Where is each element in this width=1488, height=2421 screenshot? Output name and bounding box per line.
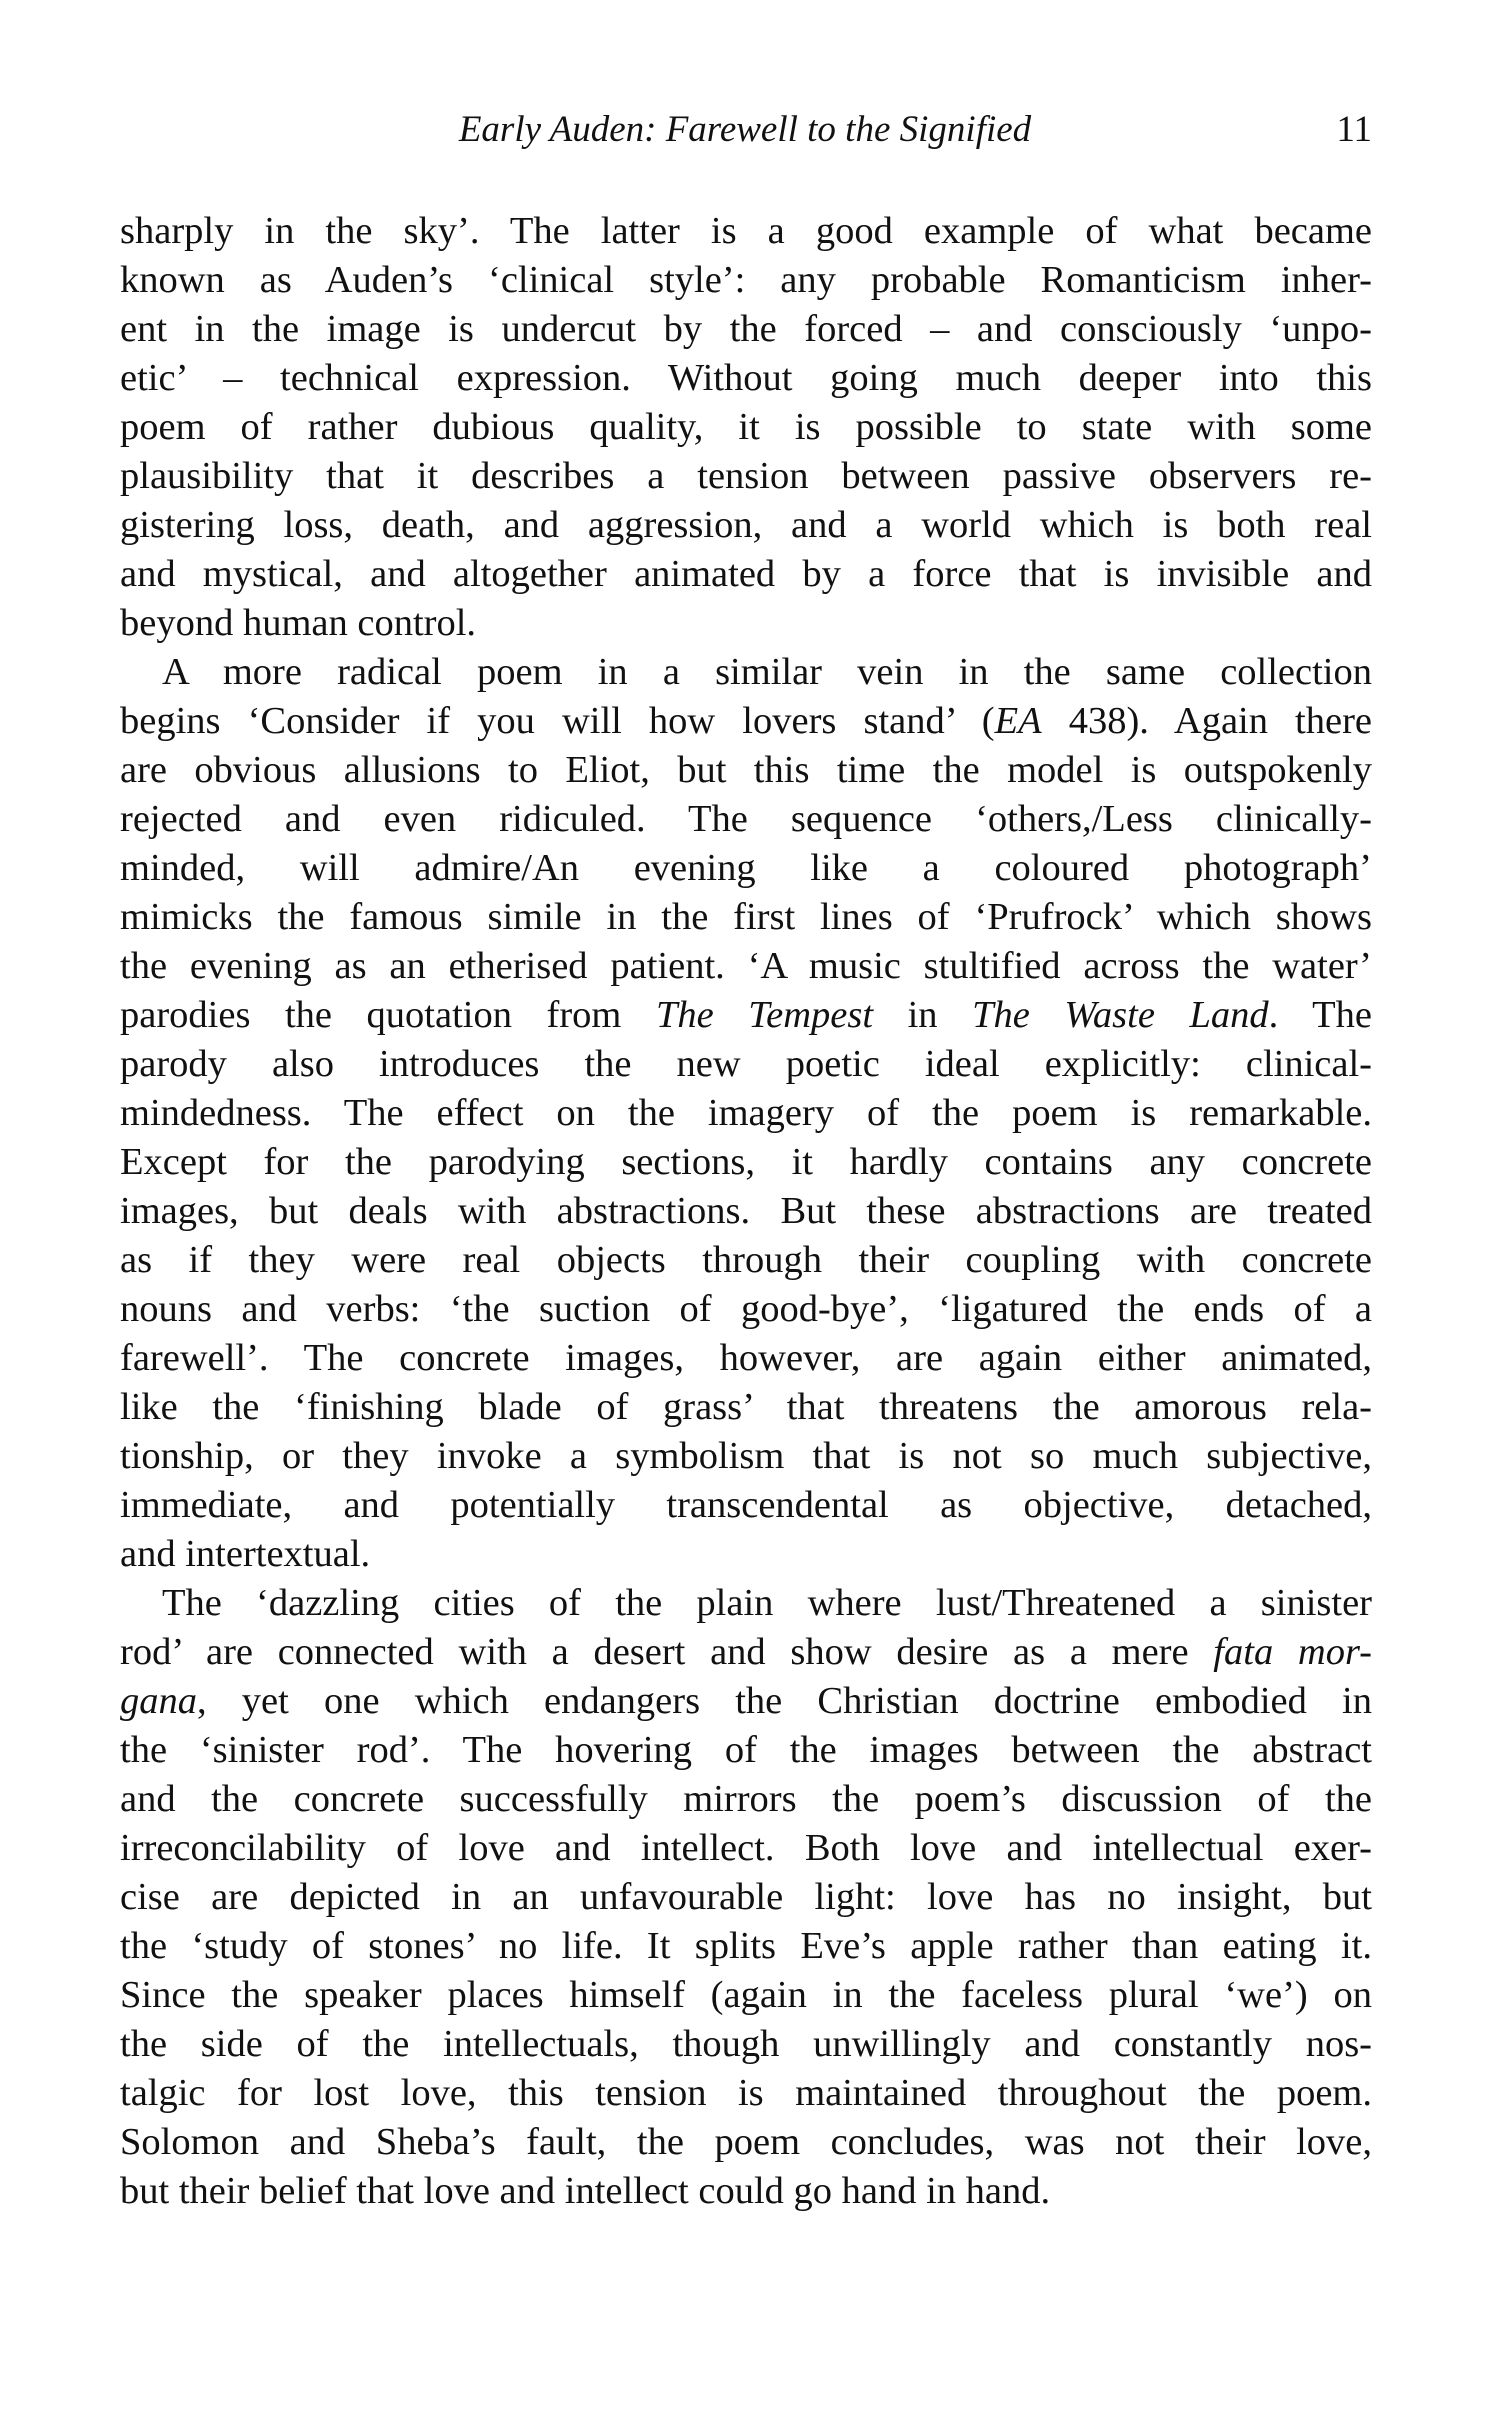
text-segment: Since the speaker places himself (again in the faceless plural ‘we’) on bbox=[120, 1974, 1372, 2016]
text-segment: beyond human control. bbox=[120, 602, 477, 644]
text-line bbox=[120, 697, 1372, 746]
italic-text: gana bbox=[120, 1680, 197, 1722]
italic-text: EA bbox=[994, 700, 1042, 742]
text-line bbox=[120, 452, 1372, 501]
text-segment: mindedness. The effect on the imagery of the poem is remarkable. bbox=[120, 1092, 1372, 1134]
text-line bbox=[120, 942, 1372, 991]
text-line bbox=[120, 305, 1372, 354]
text-line bbox=[120, 795, 1372, 844]
text-line bbox=[120, 550, 1372, 599]
text-segment: as if they were real objects through their coupling with concrete bbox=[120, 1239, 1372, 1281]
text-segment: 438). Again there bbox=[1041, 700, 1372, 742]
text-line bbox=[120, 1040, 1372, 1089]
running-title: Early Auden: Farewell to the Signified bbox=[458, 109, 1032, 150]
text-segment: rod’ are connected with a desert and show desire as a mere bbox=[120, 1631, 1214, 1673]
text-segment: minded, will admire/An evening like a coloured photograph’ bbox=[120, 847, 1372, 889]
paragraph bbox=[120, 648, 1372, 1579]
text-line bbox=[120, 746, 1372, 795]
text-segment: sharply in the sky’. The latter is a good example of what became bbox=[120, 210, 1372, 252]
text-segment: poem of rather dubious quality, it is possible to state with some bbox=[120, 406, 1372, 448]
text-segment: parody also introduces the new poetic ideal explicitly: clinical- bbox=[120, 1043, 1372, 1085]
text-segment: plausibility that it describes a tension between passive observers re- bbox=[120, 455, 1372, 497]
text-segment: irreconcilability of love and intellect. Both love and intellectual exer- bbox=[120, 1827, 1372, 1869]
italic-text: The Waste Land bbox=[972, 994, 1269, 1036]
text-line bbox=[120, 1775, 1372, 1824]
paragraph bbox=[120, 207, 1372, 648]
text-line bbox=[120, 1971, 1372, 2020]
text-segment: etic’ – technical expression. Without going much deeper into this bbox=[120, 357, 1372, 399]
text-line bbox=[120, 2118, 1372, 2167]
text-line bbox=[120, 1383, 1372, 1432]
text-line bbox=[120, 1236, 1372, 1285]
text-line bbox=[120, 1628, 1372, 1677]
text-segment: nouns and verbs: ‘the suction of good-bye’, ‘ligatured the ends of a bbox=[120, 1288, 1372, 1330]
text-line bbox=[120, 1579, 1372, 1628]
text-segment: the ‘sinister rod’. The hovering of the images between the abstract bbox=[120, 1729, 1372, 1771]
text-line bbox=[120, 1726, 1372, 1775]
italic-text: fata mor- bbox=[1213, 1631, 1372, 1673]
text-line bbox=[120, 1873, 1372, 1922]
text-segment: and mystical, and altogether animated by a force that is invisible and bbox=[120, 553, 1372, 595]
text-segment: ent in the image is undercut by the forced – and consciously ‘unpo- bbox=[120, 308, 1372, 350]
text-segment: Except for the parodying sections, it hardly contains any concrete bbox=[120, 1141, 1372, 1183]
text-line bbox=[120, 1089, 1372, 1138]
text-line bbox=[120, 1481, 1372, 1530]
text-segment: mimicks the famous simile in the first lines of ‘Prufrock’ which shows bbox=[120, 896, 1372, 938]
text-segment: the ‘study of stones’ no life. It splits Eve’s apple rather than eating it. bbox=[120, 1925, 1372, 1967]
text-line bbox=[120, 501, 1372, 550]
text-line bbox=[120, 1922, 1372, 1971]
text-segment: in bbox=[873, 994, 973, 1036]
text-line bbox=[120, 844, 1372, 893]
text-line bbox=[120, 2167, 1372, 2216]
text-line bbox=[120, 1138, 1372, 1187]
text-segment: farewell’. The concrete images, however, are again either animated, bbox=[120, 1337, 1372, 1379]
text-line bbox=[120, 1677, 1372, 1726]
text-line bbox=[120, 1824, 1372, 1873]
text-line bbox=[120, 991, 1372, 1040]
text-line bbox=[120, 256, 1372, 305]
text-segment: rejected and even ridiculed. The sequence ‘others,/Less clinically- bbox=[120, 798, 1372, 840]
text-segment: the evening as an etherised patient. ‘A music stultified across the water’ bbox=[120, 945, 1372, 987]
text-segment: like the ‘finishing blade of grass’ that threatens the amorous rela- bbox=[120, 1386, 1372, 1428]
text-line bbox=[120, 1285, 1372, 1334]
body-text bbox=[120, 207, 1372, 2216]
italic-text: The Tempest bbox=[655, 994, 874, 1036]
text-segment: the side of the intellectuals, though unwillingly and constantly nos- bbox=[120, 2023, 1372, 2065]
running-head bbox=[0, 108, 1488, 158]
text-segment: Solomon and Sheba’s fault, the poem concludes, was not their love, bbox=[120, 2121, 1372, 2163]
text-segment: . The bbox=[1268, 994, 1372, 1036]
text-segment: , yet one which endangers the Christian doctrine embodied in bbox=[197, 1680, 1372, 1722]
text-line bbox=[120, 2020, 1372, 2069]
text-segment: The ‘dazzling cities of the plain where lust/Threatened a sinister bbox=[162, 1582, 1372, 1624]
text-line bbox=[120, 2069, 1372, 2118]
text-line bbox=[120, 893, 1372, 942]
text-line bbox=[120, 354, 1372, 403]
text-line bbox=[120, 1187, 1372, 1236]
page-number: 11 bbox=[1336, 109, 1372, 150]
text-line bbox=[120, 1530, 1372, 1579]
text-segment: tionship, or they invoke a symbolism that is not so much subjective, bbox=[120, 1435, 1372, 1477]
text-line bbox=[120, 207, 1372, 256]
text-segment: known as Auden’s ‘clinical style’: any probable Romanticism inher- bbox=[120, 259, 1372, 301]
text-segment: talgic for lost love, this tension is maintained throughout the poem. bbox=[120, 2072, 1372, 2114]
text-segment: parodies the quotation from bbox=[120, 994, 656, 1036]
text-line bbox=[120, 403, 1372, 452]
text-segment: immediate, and potentially transcendental as objective, detached, bbox=[120, 1484, 1372, 1526]
text-line bbox=[120, 648, 1372, 697]
text-segment: are obvious allusions to Eliot, but this time the model is outspokenly bbox=[120, 749, 1372, 791]
text-segment: A more radical poem in a similar vein in the same collection bbox=[162, 651, 1372, 693]
text-line bbox=[120, 1432, 1372, 1481]
text-segment: cise are depicted in an unfavourable light: love has no insight, but bbox=[120, 1876, 1372, 1918]
text-line bbox=[120, 599, 1372, 648]
text-segment: images, but deals with abstractions. But these abstractions are treated bbox=[120, 1190, 1372, 1232]
text-segment: but their belief that love and intellect could go hand in hand. bbox=[120, 2170, 1051, 2212]
text-segment: and intertextual. bbox=[120, 1533, 371, 1575]
text-segment: and the concrete successfully mirrors the poem’s discussion of the bbox=[120, 1778, 1372, 1820]
text-segment: gistering loss, death, and aggression, and a world which is both real bbox=[120, 504, 1372, 546]
text-line bbox=[120, 1334, 1372, 1383]
text-segment: begins ‘Consider if you will how lovers stand’ ( bbox=[120, 700, 995, 742]
paragraph bbox=[120, 1579, 1372, 2216]
